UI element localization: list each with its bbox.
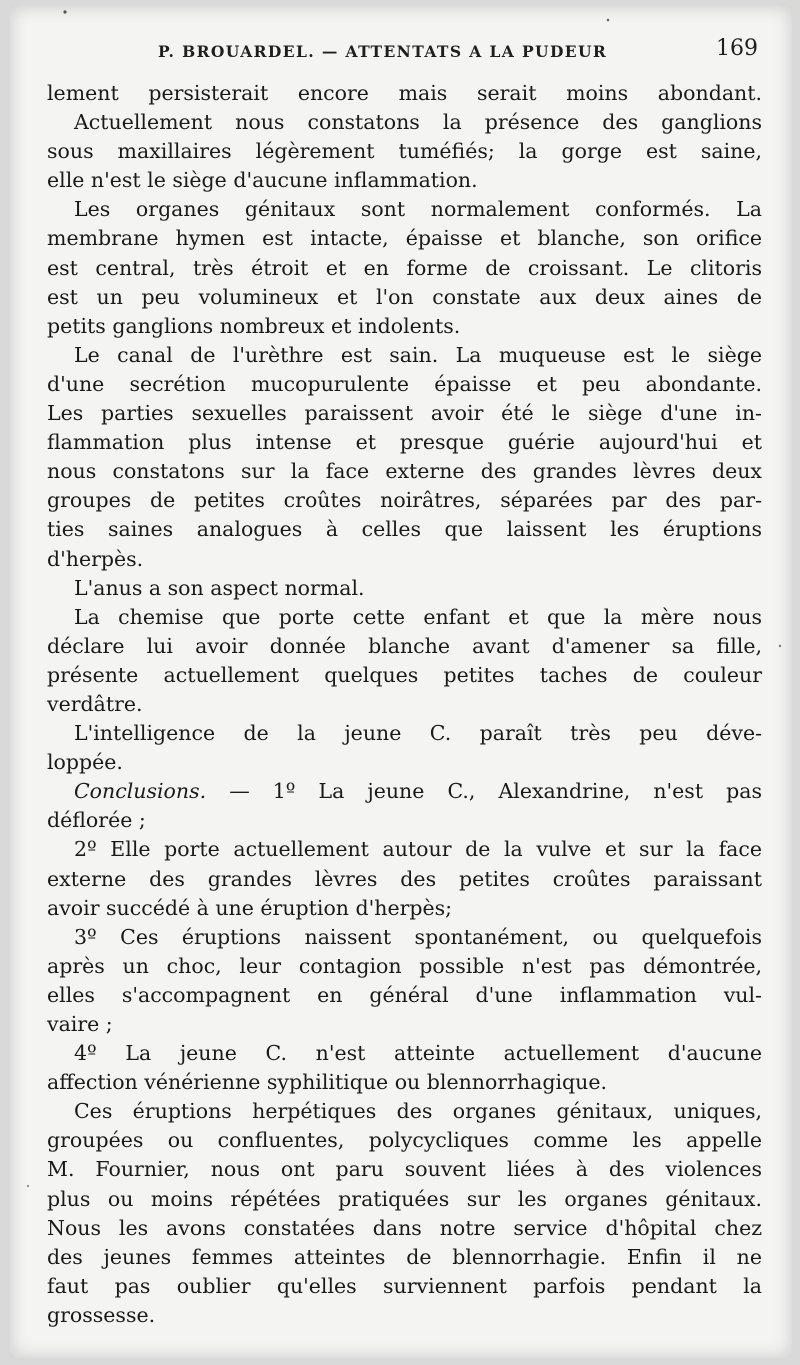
text-line: vaire ;	[47, 1012, 113, 1036]
text-line: Le canal de l'urèthre est sain. La muqueuse est le siège	[74, 342, 762, 367]
text-line: Les organes génitaux sont normalement conformés. La	[74, 197, 762, 222]
conclusions-line	[47, 777, 762, 806]
conclusions-label: Conclusions.	[74, 779, 207, 804]
text-line: externe des grandes lèvres des petites croûtes paraissant	[47, 866, 762, 891]
text-line: petits ganglions nombreux et indolents.	[47, 313, 461, 338]
text-line: d'une secrétion mucopurulente épaisse et peu abondante.	[47, 371, 762, 396]
text-line: affection vénérienne syphilitique ou blennorrhagique.	[47, 1070, 608, 1095]
text-line: déclare lui avoir donnée blanche avant d'amener sa fille,	[47, 633, 762, 658]
body-text	[47, 79, 762, 1330]
text-line: est central, très étroit et en forme de croissant. Le clitoris	[47, 255, 762, 280]
text-line: flammation plus intense et presque guérie aujourd'hui et	[47, 430, 762, 455]
text-line: après un choc, leur contagion possible n'est pas démontrée,	[47, 953, 762, 978]
text-line: M. Fournier, nous ont paru souvent liées à des violences	[47, 1157, 762, 1182]
page-number: 169	[716, 36, 758, 61]
text-line: avoir succédé à une éruption d'herpès;	[47, 895, 453, 920]
running-head: P. BROUARDEL. — ATTENTATS A LA PUDEUR	[158, 42, 608, 61]
text-line: est un peu volumineux et l'on constate aux deux aines de	[47, 284, 762, 309]
conclusions-text: — 1º La jeune C., Alexandrine, n'est pas	[206, 779, 762, 804]
text-line: d'herpès.	[47, 546, 144, 571]
text-line: grossesse.	[47, 1302, 156, 1327]
text-line: 3º Ces éruptions naissent spontanément, ou quelquefois	[74, 924, 762, 949]
text-line: lement persisterait encore mais serait moins abondant.	[47, 81, 762, 105]
text-line: nous constatons sur la face externe des grandes lèvres deux	[47, 459, 762, 484]
text-line: groupées ou confluentes, polycycliques comme les appelle	[47, 1128, 762, 1153]
text-line: groupes de petites croûtes noirâtres, séparées par des par-	[47, 488, 762, 513]
text-line: 2º Elle porte actuellement autour de la vulve et sur la face	[74, 837, 762, 862]
text-line: Nous les avons constatées dans notre service d'hôpital chez	[47, 1215, 762, 1240]
text-line: loppée.	[47, 750, 123, 775]
text-line: membrane hymen est intacte, épaisse et blanche, son orifice	[47, 226, 762, 251]
text-line: ties saines analogues à celles que laissent les éruptions	[47, 517, 762, 542]
text-line: faut pas oublier qu'elles surviennent parfois pendant la	[47, 1273, 762, 1298]
text-line: Actuellement nous constatons la présence des ganglions	[74, 110, 762, 135]
text-line: Ces éruptions herpétiques des organes génitaux, uniques,	[74, 1099, 762, 1124]
book-page	[10, 6, 792, 1358]
text-line: elle n'est le siège d'aucune inflammation.	[47, 168, 478, 193]
text-line: elles s'accompagnent en général d'une inflammation vul-	[47, 982, 762, 1007]
text-line: Les parties sexuelles paraissent avoir été le siège d'une in-	[47, 401, 762, 426]
text-line: verdâtre.	[47, 691, 143, 716]
text-line: L'anus a son aspect normal.	[74, 575, 365, 600]
text-line: L'intelligence de la jeune C. paraît très peu déve-	[74, 721, 762, 746]
text-line: 4º La jeune C. n'est atteinte actuellement d'aucune	[74, 1041, 762, 1066]
text-line: présente actuellement quelques petites taches de couleur	[47, 662, 762, 687]
page-header	[10, 36, 792, 74]
text-line: déflorée ;	[47, 808, 146, 833]
text-line: plus ou moins répétées pratiquées sur les organes génitaux.	[47, 1186, 762, 1211]
text-line: La chemise que porte cette enfant et que la mère nous	[74, 604, 762, 629]
text-line: des jeunes femmes atteintes de blennorrhagie. Enfin il ne	[47, 1244, 762, 1269]
text-line: sous maxillaires légèrement tuméfiés; la gorge est saine,	[47, 139, 762, 164]
